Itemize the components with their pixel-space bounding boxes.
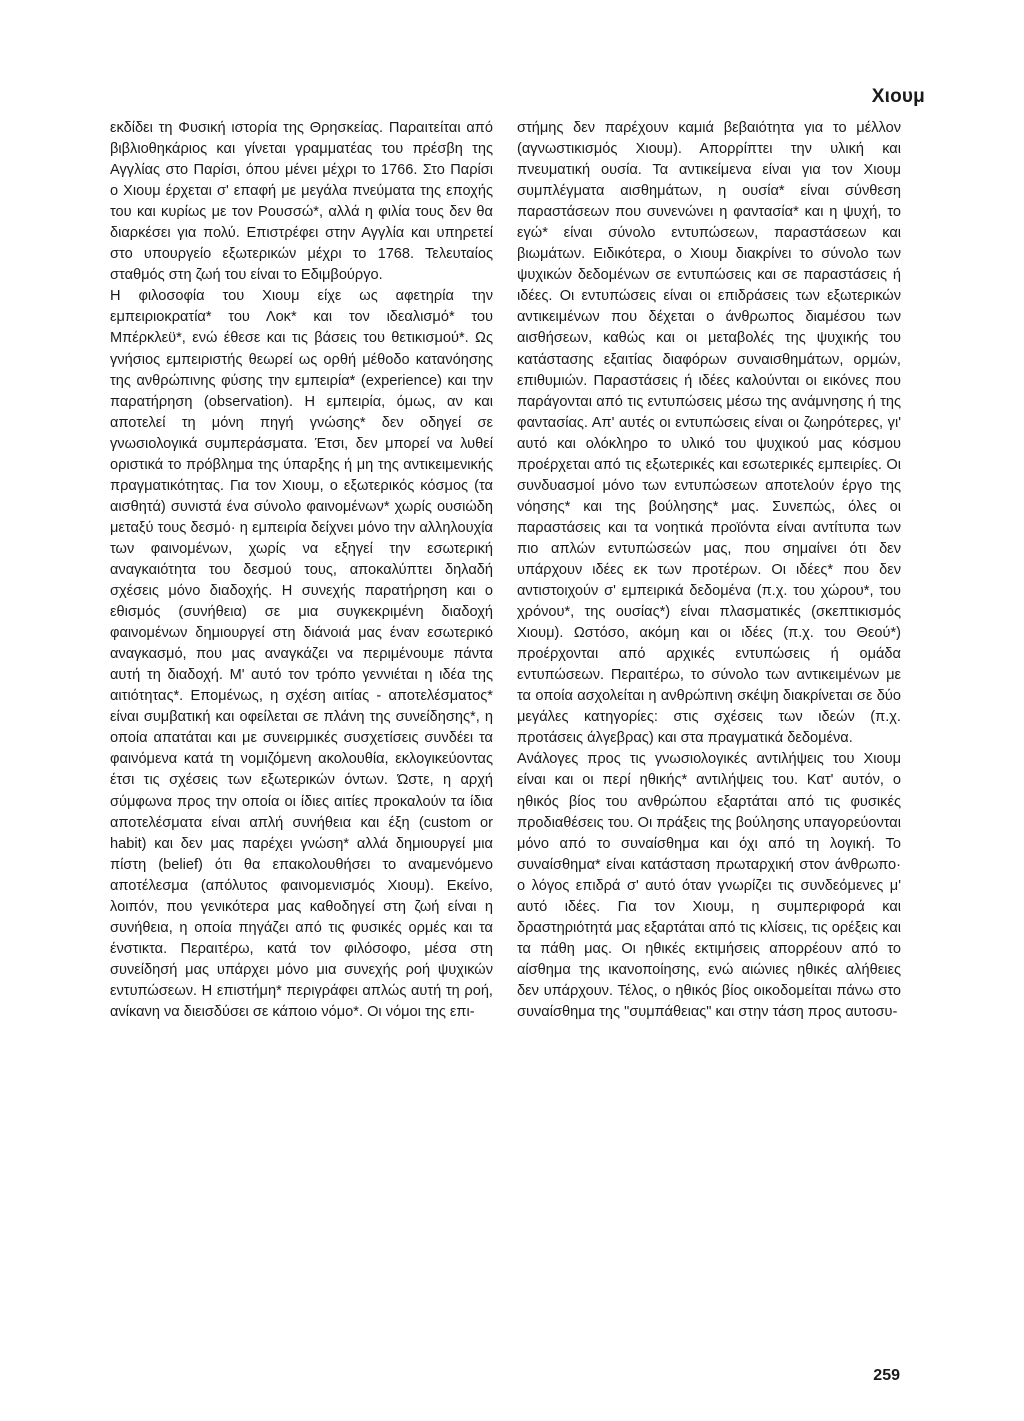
left-paragraph-2: Η φιλοσοφία του Χιουμ είχε ως αφετηρία την εμπειριοκρατία* του Λοκ* και τον ιδεαλισμό* του Μπέρκλεϋ*, ενώ έθεσε και τις βάσεις του θετικισμού*. Ως γνήσιος εμπειριστής θεωρεί ως ορθή μέθοδο κατανόησης της ανθρώπινης φύσης την εμπειρία* (experience) και την παρατήρηση (observation). Η εμπειρία, όμως, αν και αποτελεί τη μόνη πηγή γνώσης* δεν οδηγεί σε γνωσιολογικά συμπεράσματα. Έτσι, δεν μπορεί να λυθεί οριστικά το πρόβλημα της ύπαρξης ή μη της αντικειμενικής πραγματικότητας. Για τον Χιουμ, ο εξωτερικός κόσμος (τα αισθητά) συνιστά ένα σύνολο φαινομένων* χωρίς ουσιώδη μεταξύ τους δεσμό· η εμπειρία δείχνει μόνο την αλληλουχία των φαινομένων, χωρίς να εξηγεί την εσωτερική αναγκαιότητα του δεσμού τους, αποκαλύπτει δηλαδή σχέσεις μόνο διαδοχής. Η συνεχής παρατήρηση και ο εθισμός (συνήθεια) σε μια συγκεκριμένη διαδοχή φαινομένων δημιουργεί στη διάνοιά μας έναν εσωτερικό αναγκασμό, που μας αναγκάζει να περιμένουμε πάντα αυτή τη διαδοχή. Μ' αυτό τον τρόπο γεννιέται η ιδέα της αιτιότητας*. Επομένως, η σχέση αιτίας - αποτελέσματος* είναι συμβατική και οφείλεται σε πλάνη της συνείδησης*, η οποία απατάται και με συνειρμικές συσχετίσεις συνδέει τα φαινόμενα κατά τη νομιζόμενη ακολουθία, εκλογικεύοντας έτσι τις σχέσεις των εξωτερικών όντων. Ώστε, η αρχή σύμφωνα προς την οποία οι ίδιες αιτίες προκαλούν τα ίδια αποτελέσματα είναι απλή συνήθεια και έξη (custom or habit) και δεν μας παρέχει γνώση* αλλά δημιουργεί μια πίστη (belief) ότι θα επακολουθήσει το αναμενόμενο αποτέλεσμα (απόλυτος φαινομενισμός Χιουμ). Εκείνο, λοιπόν, που γενικότερα μας καθοδηγεί στη ζωή είναι η συνήθεια, η οποία πηγάζει από τις φυσικές ορμές και τα ένστικτα. Περαιτέρω, κατά τον φιλόσοφο, μέσα στη συνείδησή μας υπάρχει μόνο μια συνεχής ροή ψυχικών εντυπώσεων. Η επιστήμη* περιγράφει απλώς αυτή τη ροή, ανίκανη να διεισδύσει σε κάποιο νόμο*. Οι νόμοι της επι- — [110, 288, 493, 1020]
running-title: Χιουμ — [871, 86, 925, 107]
page-number: 259 — [873, 1367, 900, 1384]
right-column — [517, 118, 901, 1023]
left-column — [110, 118, 493, 1023]
right-paragraph-1: στήμης δεν παρέχουν καμιά βεβαιότητα για το μέλλον (αγνωστικισμός Χιουμ). Απορρίπτει την υλική και πνευματική ουσία. Τα αντικείμενα είναι για τον Χιουμ συμπλέγματα αισθημάτων, η ουσία* είναι σύνθεση παραστάσεων που συνενώνει η φαντασία* και η ψυχή, το εγώ* είναι σύνολο εντυπώσεων, παραστάσεων και βιωμάτων. Ειδικότερα, ο Χιουμ διακρίνει το σύνολο των ψυχικών δεδομένων σε εντυπώσεις και σε παραστάσεις ή ιδέες. Οι εντυπώσεις είναι οι επιδράσεις των εξωτερικών αντικειμένων που δέχεται ο άνθρωπος διαμέσου των αισθήσεων, καθώς και οι μεταβολές της ψυχικής του κατάστασης εξαιτίας διαφόρων συναισθημάτων, ορμών, επιθυμιών. Παραστάσεις ή ιδέες καλούνται οι εικόνες που παράγονται από τις εντυπώσεις μέσω της ανάμνησης ή της φαντασίας. Απ' αυτές οι εντυπώσεις είναι οι ζωηρότερες, γι' αυτό και ολόκληρο το υλικό του ψυχικού μας κόσμου προέρχεται από τις εξωτερικές και εσωτερικές εμπειρίες. Οι συνδυασμοί μόνο των εντυπώσεων αποτελούν έργο της νόησης* και της βούλησης* μας. Συνεπώς, όλες οι παραστάσεις και τα νοητικά προϊόντα είναι αντίτυπα των πιο απλών εντυπώσεών μας, που σημαίνει ότι δεν υπάρχουν ιδέες εκ των προτέρων. Οι ιδέες* που δεν αντιστοιχούν σ' εμπειρικά δεδομένα (π.χ. του χώρου*, του χρόνου*, της ουσίας*) είναι πλασματικές (σκεπτικισμός Χιουμ). Ωστόσο, ακόμη και οι ιδέες (π.χ. του Θεού*) προέρχονται από αρχικές εντυπώσεις ή ομάδα εντυπώσεων. Περαιτέρω, το σύνολο των αντικειμένων με τα οποία ασχολείται η ανθρώπινη σκέψη διακρίνεται σε δύο μεγάλες κατηγορίες: στις σχέσεις των ιδεών (π.χ. προτάσεις άλγεβρας) και στα πραγματικά δεδομένα. — [517, 120, 901, 747]
right-paragraph-2: Ανάλογες προς τις γνωσιολογικές αντιλήψεις του Χιουμ είναι και οι περί ηθικής* αντιλήψεις του. Κατ' αυτόν, ο ηθικός βίος του ανθρώπου εξαρτάται από τις φυσικές προδιαθέσεις του. Οι πράξεις της βούλησης υπαγορεύονται μόνο από το συναίσθημα και όχι από τη λογική. Το συναίσθημα* είναι κατάσταση πρωταρχική στον άνθρωπο· ο λόγος επιδρά σ' αυτό όταν γνωρίζει τις συνδεόμενες μ' αυτό ιδέες. Για τον Χιουμ, η συμπεριφορά και δραστηριότητά μας εξαρτάται από τις κλίσεις, τις ορέξεις και τα πάθη μας. Οι ηθικές εκτιμήσεις απορρέουν από το αίσθημα της ικανοποίησης, ενώ αιώνιες ηθικές αλήθειες δεν υπάρχουν. Τέλος, ο ηθικός βίος οικοδομείται πάνω στο συναίσθημα της "συμπάθειας" και στην τάση προς αυτοσυ- — [517, 751, 901, 1020]
left-paragraph-1: εκδίδει τη Φυσική ιστορία της Θρησκείας. Παραιτείται από βιβλιοθηκάριος και γίνεται γραμματέας του πρέσβη της Αγγλίας στο Παρίσι, όπου μένει μέχρι το 1766. Στο Παρίσι ο Χιουμ έρχεται σ' επαφή με μεγάλα πνεύματα της εποχής του και κυρίως με τον Ρουσσώ*, αλλά η φιλία τους δεν θα διαρκέσει για πολύ. Επιστρέφει στην Αγγλία και υπηρετεί στο υπουργείο εξωτερικών μέχρι το 1768. Τελευταίος σταθμός στη ζωή του είναι το Εδιμβούργο. — [110, 120, 493, 284]
